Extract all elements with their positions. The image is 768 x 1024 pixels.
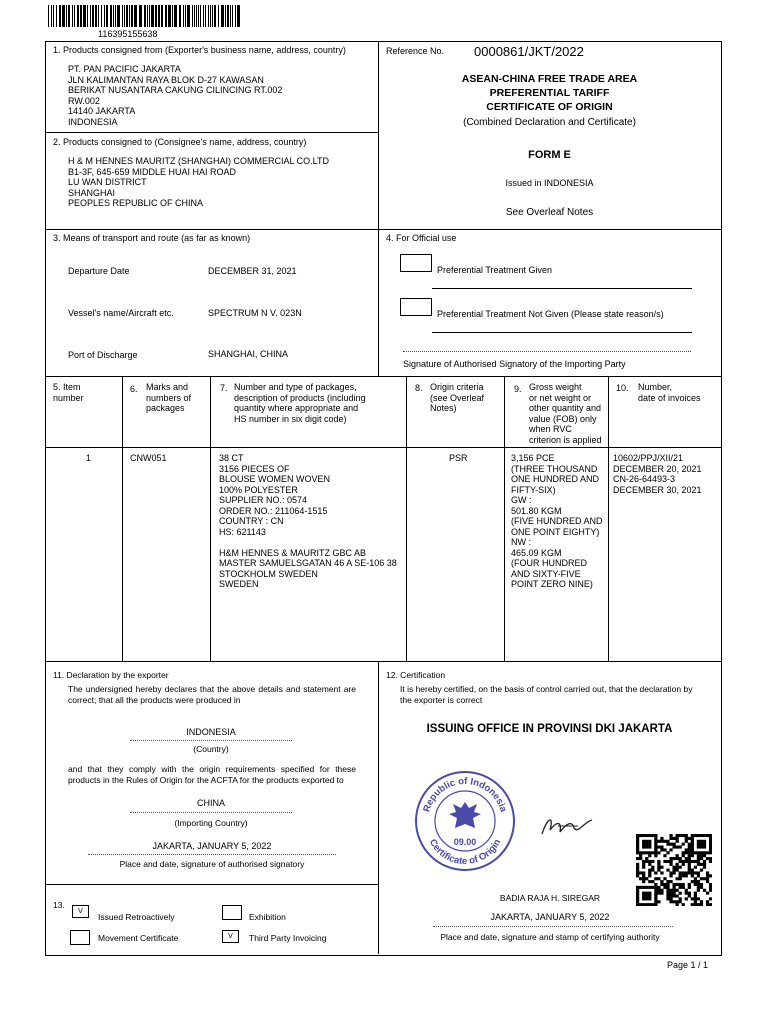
treatment-given-checkbox[interactable] (400, 254, 432, 272)
barcode-number: 116395155638 (98, 29, 158, 39)
item-invoices: 10602/PPJ/XII/21 DECEMBER 20, 2021 CN-26-64493-3 DECEMBER 30, 2021 (613, 453, 702, 495)
departure-value: DECEMBER 31, 2021 (208, 266, 297, 276)
box3-label: 3. Means of transport and route (as far as known) (53, 233, 251, 243)
movement-certificate-checkbox[interactable] (70, 930, 90, 945)
box2-label: 2. Products consigned to (Consignee's name, address, country) (53, 137, 307, 147)
item-description: 38 CT 3156 PIECES OF BLOUSE WOMEN WOVEN 100% POLYESTER SUPPLIER NO.: 0574 ORDER NO.: 211064-1515 COUNTRY : CN HS: 621143 H&M HENNES & MAURITZ GBC AB MASTER SAMUELSGATAN 46 A SE-106 38 STOCKHOLM SWEDEN SWEDEN (219, 453, 397, 589)
item-origin-criteria: PSR (449, 453, 468, 463)
item-number: 1 (86, 453, 92, 463)
col-origin-header: Origin criteria (see Overleaf Notes) (430, 382, 485, 413)
issued-in: Issued in INDONESIA (505, 178, 594, 188)
issued-retroactively-label: Issued Retroactively (98, 912, 175, 922)
box1-label: 1. Products consigned from (Exporter's business name, address, country) (53, 45, 346, 55)
third-party-invoicing-checkbox[interactable]: V (222, 930, 239, 943)
item-weight: 3,156 PCE (THREE THOUSAND ONE HUNDRED AND FIFTY-SIX) GW : 501.80 KGM (FIVE HUNDRED AND ONE POINT EIGHTY) NW : 465.09 KGM (FOUR HUNDRED AND SIXTY-FIVE POINT ZERO NINE) (511, 453, 603, 589)
certifying-signatory: BADIA RAJA H. SIREGAR (499, 893, 601, 903)
overleaf-notes: See Overleaf Notes (505, 207, 594, 218)
col-description-header: Number and type of packages, description of products (including quantity where appropriate and HS number in six digit code) (234, 382, 366, 424)
exhibition-checkbox[interactable] (222, 905, 242, 920)
issuing-office: ISSUING OFFICE IN PROVINSI DKI JAKARTA (426, 723, 673, 735)
exporter-place-label: Place and date, signature of authorised signatory (119, 859, 305, 869)
issued-retroactively-checkbox[interactable]: V (72, 905, 89, 918)
reference-label: Reference No. (386, 46, 445, 56)
port-label: Port of Discharge (68, 350, 138, 360)
col-weight-number: 9. (514, 384, 522, 394)
col-invoice-number: 10. (616, 383, 629, 393)
country-label: (Country) (193, 744, 229, 754)
certifier-place-date: JAKARTA, JANUARY 5, 2022 (490, 912, 610, 922)
stamp-bottom-text: Certificate of Origin (426, 837, 504, 868)
exporter-address: PT. PAN PACIFIC JAKARTA JLN KALIMANTAN RAYA BLOK D-27 KAWASAN BERIKAT NUSANTARA CAKUNG CILINCING RT.002 RW.002 14140 JAKARTA INDONESIA (68, 64, 283, 127)
box4-label: 4. For Official use (386, 233, 457, 243)
box12-label: 12. Certification (386, 670, 446, 680)
official-stamp (414, 770, 516, 872)
treatment-not-given-checkbox[interactable] (400, 298, 432, 316)
treatment-not-given-label: Preferential Treatment Not Given (Please state reason/s) (437, 309, 664, 319)
vessel-label: Vessel's name/Aircraft etc. (68, 308, 174, 318)
col-origin-number: 8. (415, 383, 423, 393)
col-item-number-header: 5. Item number (53, 382, 84, 403)
exporter-place-date: JAKARTA, JANUARY 5, 2022 (152, 841, 272, 851)
col-weight-header: Gross weight or net weight or other quantity and value (FOB) only when RVC criterion is applied (529, 382, 602, 445)
third-party-invoicing-label: Third Party Invoicing (249, 933, 327, 943)
declaration-text: The undersigned hereby declares that the above details and statement are correct; that all the products were produced in (68, 684, 356, 705)
barcode-graphic (48, 5, 242, 27)
vessel-value: SPECTRUM N V. 023N (208, 308, 302, 318)
box13-label: 13. (53, 900, 65, 910)
col-invoice-header: Number, date of invoices (638, 382, 701, 403)
signature-scribble (538, 812, 596, 840)
exhibition-label: Exhibition (249, 912, 286, 922)
page-number: Page 1 / 1 (667, 960, 709, 970)
certification-text: It is hereby certified, on the basis of control carried out, that the declaration by the exporter is correct (400, 684, 693, 705)
importing-country-label: (Importing Country) (174, 818, 248, 828)
consignee-address: H & M HENNES MAURITZ (SHANGHAI) COMMERCIAL CO.LTD B1-3F, 645-659 MIDDLE HUAI HAI ROAD LU WAN DISTRICT SHANGHAI PEOPLES REPUBLIC OF CHINA (68, 156, 330, 208)
col-description-number: 7. (220, 383, 228, 393)
producing-country: INDONESIA (186, 727, 236, 737)
certificate-title: ASEAN-CHINA FREE TRADE AREA PREFERENTIAL TARIFF CERTIFICATE OF ORIGIN (461, 73, 638, 113)
col-marks-number: 6. (130, 384, 138, 394)
reference-number: 0000861/JKT/2022 (474, 44, 584, 59)
declaration-text-2: and that they comply with the origin requirements specified for these products in the Rules of Origin for the ACFTA for the products exported to (68, 764, 356, 785)
col-marks-header: Marks and numbers of packages (146, 382, 192, 413)
item-marks: CNW051 (130, 453, 167, 463)
importing-country: CHINA (196, 798, 225, 808)
departure-label: Departure Date (68, 266, 130, 276)
movement-certificate-label: Movement Certificate (98, 933, 179, 943)
box11-label: 11. Declaration by the exporter (53, 670, 169, 680)
certificate-subtitle: (Combined Declaration and Certificate) (463, 117, 636, 128)
port-value: SHANGHAI, CHINA (208, 349, 289, 359)
treatment-given-label: Preferential Treatment Given (437, 265, 553, 275)
barcode (48, 5, 242, 27)
stamp-top-text: Republic of Indonesia (421, 775, 509, 814)
importing-signature-label: Signature of Authorised Signatory of the Importing Party (403, 359, 626, 369)
stamp-code: 09.00 (453, 837, 477, 847)
qr-code (636, 834, 712, 906)
form-name: FORM E (528, 149, 571, 161)
certifier-place-label: Place and date, signature and stamp of certifying authority (440, 932, 660, 942)
